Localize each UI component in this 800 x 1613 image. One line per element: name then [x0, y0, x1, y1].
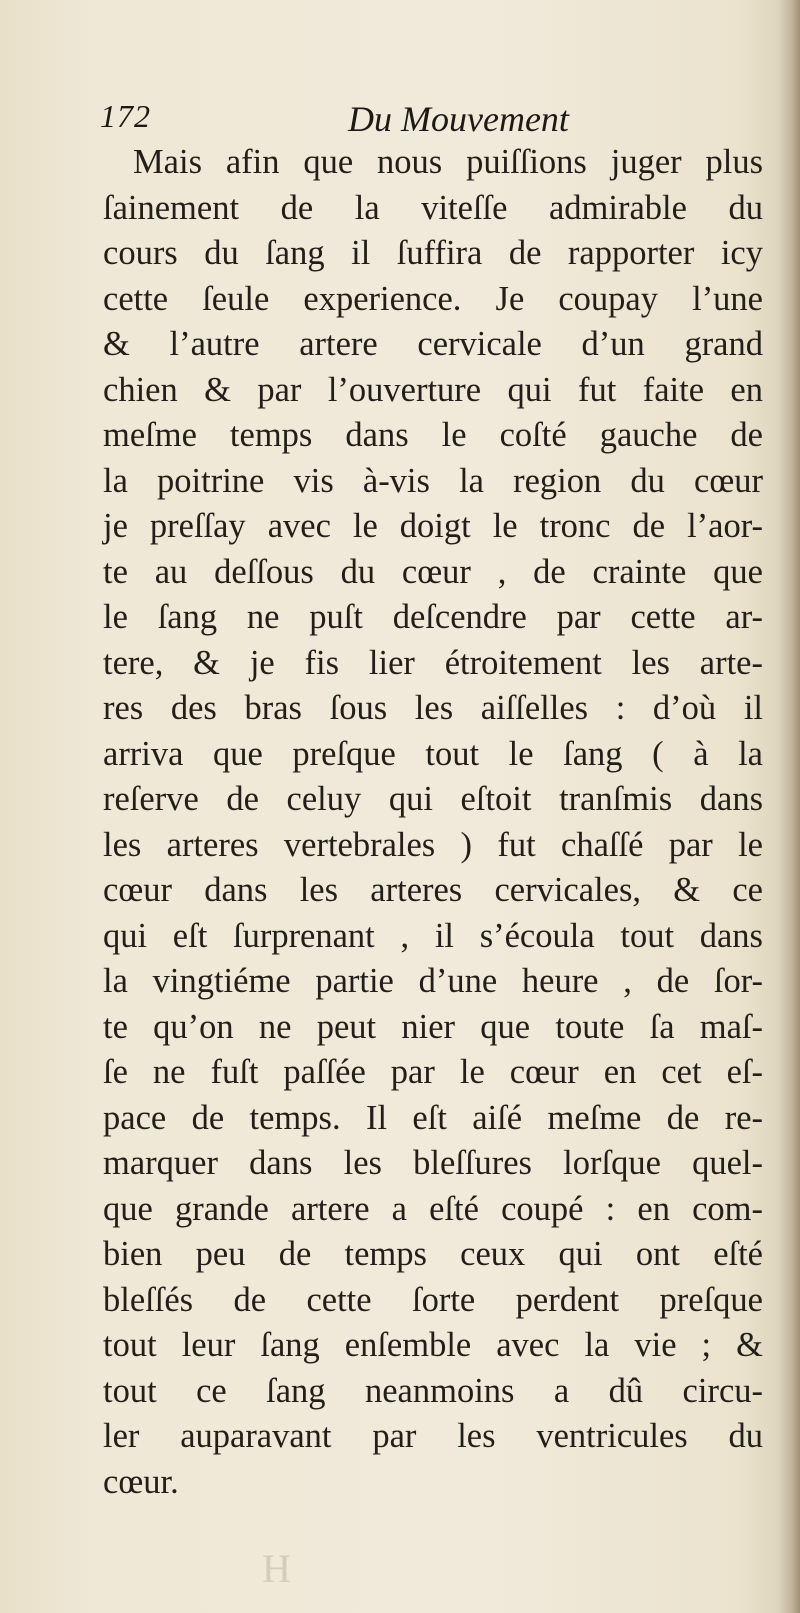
- text-line: cette ſeule experience. Je coupay l’une: [103, 279, 763, 318]
- text-line: je preſſay avec le doigt le tronc de l’aor-: [103, 507, 763, 545]
- text-line: res des bras ſous les aiſſelles : d’où il: [103, 689, 763, 727]
- text-line: te au deſſous du cœur , de crainte que: [103, 552, 763, 591]
- text-line: Mais afin que nous puiſſions juger plus: [133, 143, 763, 181]
- text-line: la vingtiéme partie d’une heure , de ſor-: [103, 962, 763, 1000]
- text-line: cœur.: [103, 1462, 179, 1501]
- text-line: les arteres vertebrales ) fut chaſſé par le: [103, 825, 763, 864]
- text-line: qui eſt ſurprenant , il s’écoula tout dans: [103, 916, 763, 955]
- body-text: [103, 140, 763, 1505]
- text-line: que grande artere a eſté coupé : en com-: [103, 1189, 763, 1228]
- text-line: ſainement de la viteſſe admirable du: [103, 188, 763, 227]
- text-line: la poitrine vis à-vis la region du cœur: [103, 461, 763, 500]
- running-head: Du Mouvement: [348, 99, 569, 139]
- text-line: reſerve de celuy qui eſtoit tranſmis dans: [103, 780, 763, 818]
- text-line: meſme temps dans le coſté gauche de: [103, 416, 763, 454]
- text-line: tere, & je fis lier étroitement les arte-: [103, 643, 763, 682]
- text-line: ſe ne fuſt paſſée par le cœur en cet eſ-: [103, 1053, 763, 1091]
- text-line: marquer dans les bleſſures lorſque quel-: [103, 1144, 763, 1182]
- text-line: chien & par l’ouverture qui fut faite en: [103, 370, 763, 409]
- text-line: tout ce ſang neanmoins a dû circu-: [103, 1371, 763, 1410]
- text-line: tout leur ſang enſemble avec la vie ; &: [103, 1326, 763, 1364]
- text-line: bleſſés de cette ſorte perdent preſque: [103, 1280, 763, 1319]
- text-line: cœur dans les arteres cervicales, & ce: [103, 871, 763, 909]
- text-line: ler auparavant par les ventricules du: [103, 1417, 763, 1455]
- text-line: bien peu de temps ceux qui ont eſté: [103, 1235, 763, 1273]
- text-line: cours du ſang il ſuffira de rapporter icy: [103, 234, 763, 272]
- text-line: te qu’on ne peut nier que toute ſa maſ-: [103, 1007, 763, 1046]
- text-line: arriva que preſque tout le ſang ( à la: [103, 734, 763, 773]
- bleed-through-stamp: H: [262, 1546, 297, 1591]
- text-line: le ſang ne puſt deſcendre par cette ar-: [103, 598, 763, 636]
- text-line: & l’autre artere cervicale d’un grand: [103, 325, 763, 363]
- page-gutter-shadow: [778, 0, 800, 1613]
- text-line: pace de temps. Il eſt aiſé meſme de re-: [103, 1098, 763, 1137]
- page-number: 172: [100, 98, 151, 134]
